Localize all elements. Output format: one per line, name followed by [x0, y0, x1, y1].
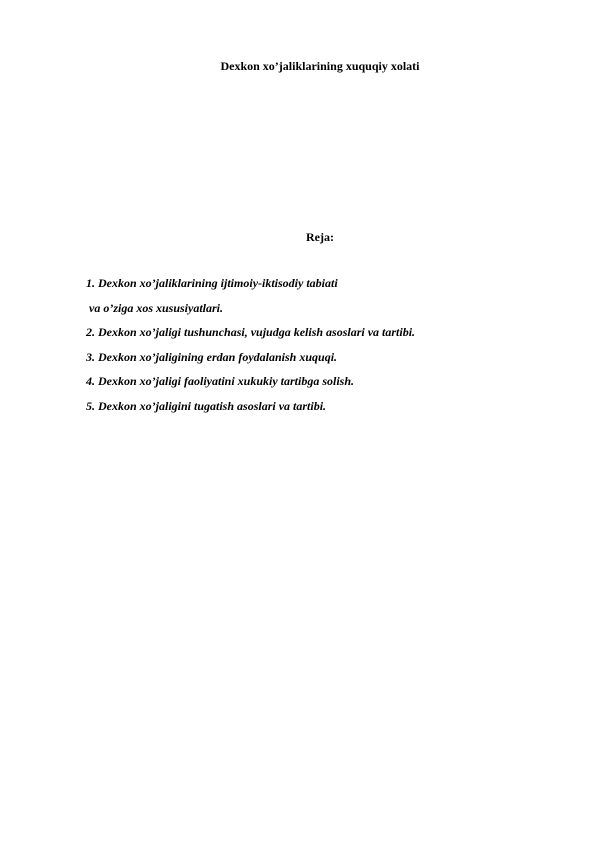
plan-item-3: 3. Dexkon xo’jaligining erdan foydalanish xuquqi.: [86, 349, 338, 364]
plan-item-5: 5. Dexkon xo’jaligini tugatish asoslari va tartibi.: [86, 398, 327, 413]
plan-list: [86, 275, 415, 422]
plan-item-2: 2. Dexkon xo’jaligi tushunchasi, vujudga kelish asoslari va tartibi.: [86, 325, 416, 339]
plan-heading: Reja:: [306, 230, 334, 244]
plan-item-1: 1. Dexkon xo’jaliklarining ijtimoiy-iktisodiy tabiati: [86, 276, 338, 290]
plan-item-4: 4. Dexkon xo’jaligi faoliyatini xukukiy tartibga solish.: [86, 374, 355, 388]
document-title: Dexkon xo’jaliklarining xuquqiy xolati: [220, 59, 420, 73]
plan-item-1-continuation: va o’ziga xos xususiyatlari.: [89, 300, 224, 315]
